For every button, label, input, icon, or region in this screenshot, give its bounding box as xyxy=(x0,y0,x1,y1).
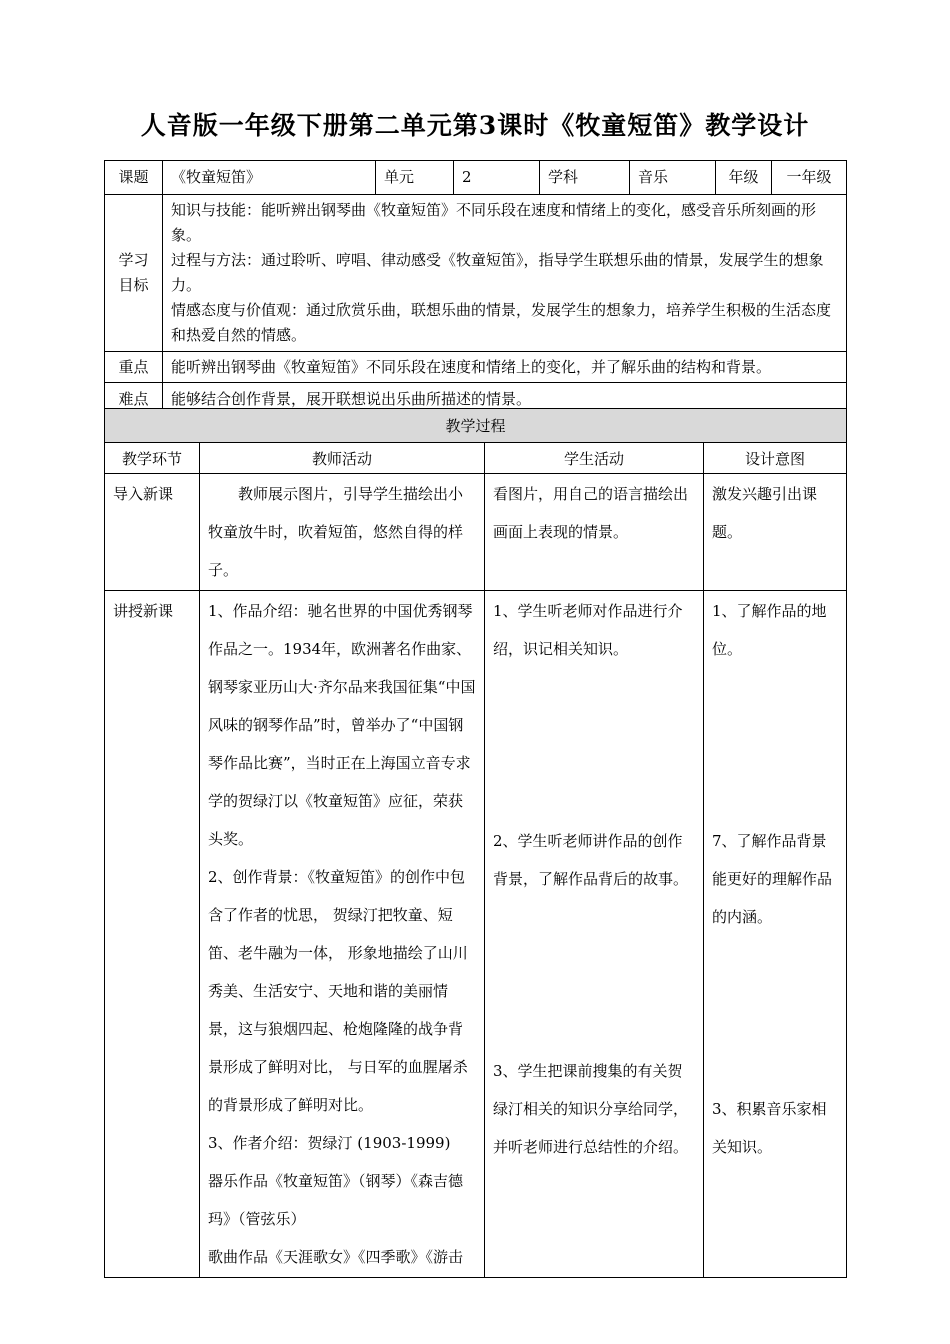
difficulty-label: 难点 xyxy=(105,383,163,416)
subject-label: 学科 xyxy=(540,161,630,195)
subject-value: 音乐 xyxy=(630,161,716,195)
difficulty-value: 能够结合创作背景，展开联想说出乐曲所描述的情景。 xyxy=(163,383,847,416)
goal-process: 过程与方法：通过聆听、哼唱、律动感受《牧童短笛》，指导学生联想乐曲的情景，发展学生的想象力。 xyxy=(171,251,824,294)
process-row-lesson xyxy=(105,591,847,1278)
grade-value: 一年级 xyxy=(772,161,847,195)
info-row-key xyxy=(105,352,847,383)
teacher-composer-intro: 3、作者介绍：贺绿汀 (1903-1999) xyxy=(208,1134,451,1152)
header-stage: 教学环节 xyxy=(105,443,200,474)
intro-student: 看图片，用自己的语言描绘出画面上表现的情景。 xyxy=(485,474,704,591)
student-activity-2: 2、学生听老师讲作品的创作背景，了解作品背后的故事。 xyxy=(493,832,689,888)
goals-label-line2: 目标 xyxy=(118,276,149,294)
intent-1: 1、了解作品的地位。 xyxy=(712,602,827,658)
goals-label-line1: 学习 xyxy=(118,251,149,269)
grade-label: 年级 xyxy=(716,161,772,195)
header-intent: 设计意图 xyxy=(704,443,847,474)
teacher-song-works: 歌曲作品《天涯歌女》《四季歌》《游击 xyxy=(208,1248,464,1266)
topic-label: 课题 xyxy=(105,161,163,195)
goals-label xyxy=(105,195,163,352)
process-section-title: 教学过程 xyxy=(105,409,847,443)
teacher-background: 2、创作背景：《牧童短笛》的创作中包含了作者的忧思， 贺绿汀把牧童、短笛、老牛融为一体， 形象地描绘了山川秀美、生活安宁、天地和谐的美丽情 景，这与狼烟四起、枪炮隆隆的战争背景形成了鲜明对比， 与日军的血腥屠杀的背景形成了鲜明对比。 xyxy=(208,868,468,1114)
unit-label: 单元 xyxy=(376,161,454,195)
intro-stage: 导入新课 xyxy=(105,474,200,591)
lesson-stage: 讲授新课 xyxy=(105,591,200,1278)
teacher-work-intro: 1、作品介绍：驰名世界的中国优秀钢琴作品之一。1934年，欧洲著名作曲家、钢琴家亚历山大·齐尔品来我国征集“中国风味的钢琴作品”时，曾举办了“中国钢琴作品比赛”，当时正在上海国立音专求学的贺绿汀以《牧童短笛》应征，荣获头奖。 xyxy=(208,602,476,848)
goals-cell xyxy=(163,195,847,352)
intro-teacher: 教师展示图片，引导学生描绘出小牧童放牛时，吹着短笛，悠然自得的样子。 xyxy=(200,474,485,591)
intent-2: 7、了解作品背景能更好的理解作品的内涵。 xyxy=(712,832,833,926)
process-header-row xyxy=(105,443,847,474)
goal-knowledge: 知识与技能：能听辨出钢琴曲《牧童短笛》不同乐段在速度和情绪上的变化，感受音乐所刻画的形象。 xyxy=(171,201,817,244)
info-row-basic xyxy=(105,161,847,195)
process-row-intro xyxy=(105,474,847,591)
student-activity-3: 3、学生把课前搜集的有关贺绿汀相关的知识分享给同学，并听老师进行总结性的介绍。 xyxy=(493,1062,689,1156)
lesson-teacher xyxy=(200,591,485,1278)
header-teacher: 教师活动 xyxy=(200,443,485,474)
teacher-instrumental-works: 器乐作品《牧童短笛》（钢琴）《森吉德玛》（管弦乐） xyxy=(208,1172,464,1228)
header-student: 学生活动 xyxy=(485,443,704,474)
teaching-process-table xyxy=(104,408,847,1278)
lesson-intent xyxy=(704,591,847,1278)
page-title: 人音版一年级下册第二单元第3课时《牧童短笛》教学设计 xyxy=(140,111,810,140)
info-row-goals xyxy=(105,195,847,352)
topic-value: 《牧童短笛》 xyxy=(163,161,376,195)
unit-value: 2 xyxy=(454,161,540,195)
intro-intent: 激发兴趣引出课题。 xyxy=(704,474,847,591)
student-activity-1: 1、学生听老师对作品进行介绍，识记相关知识。 xyxy=(493,602,683,658)
goal-emotion: 情感态度与价值观：通过欣赏乐曲，联想乐曲的情景，发展学生的想象力，培养学生积极的生活态度和热爱自然的情感。 xyxy=(171,301,832,344)
key-value: 能听辨出钢琴曲《牧童短笛》不同乐段在速度和情绪上的变化，并了解乐曲的结构和背景。 xyxy=(163,352,847,383)
process-title-row xyxy=(105,409,847,443)
key-label: 重点 xyxy=(105,352,163,383)
lesson-student xyxy=(485,591,704,1278)
intent-3: 3、积累音乐家相关知识。 xyxy=(712,1100,827,1156)
lesson-info-table xyxy=(104,160,847,416)
